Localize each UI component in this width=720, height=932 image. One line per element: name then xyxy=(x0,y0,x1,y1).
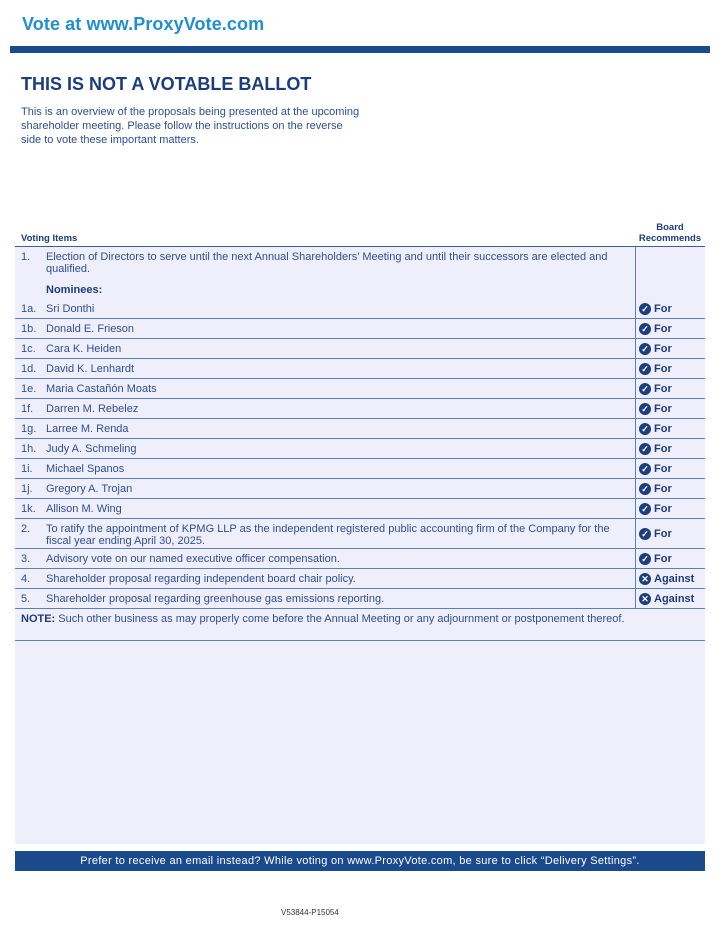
recommendation-cell xyxy=(635,379,705,398)
item-number: 1h. xyxy=(21,443,37,455)
recommendation-cell xyxy=(635,419,705,438)
item-text: To ratify the appointment of KPMG LLP as the independent registered public accounting firm of the Company for the fiscal year ending April 30, 2025. xyxy=(46,523,610,547)
recommendation-label: For xyxy=(654,462,672,475)
x-circle-icon: ✕ xyxy=(639,593,651,605)
table-row xyxy=(15,339,705,359)
checkmark-icon: ✓ xyxy=(639,553,651,565)
recommendation-cell xyxy=(635,499,705,518)
recommendation-label: For xyxy=(654,302,672,315)
table-row xyxy=(15,569,705,589)
checkmark-icon: ✓ xyxy=(639,403,651,415)
table-row xyxy=(15,499,705,519)
recommendation-cell xyxy=(635,359,705,378)
item-number: 1c. xyxy=(21,343,36,355)
recommendation-cell xyxy=(635,339,705,358)
table-row xyxy=(15,439,705,459)
item-text: Election of Directors to serve until the next Annual Shareholders’ Meeting and until their successors are elected and qualified. xyxy=(46,251,608,275)
table-row xyxy=(15,549,705,569)
checkmark-icon: ✓ xyxy=(639,463,651,475)
item-number: 1. xyxy=(21,251,31,263)
recommendation-cell xyxy=(635,247,705,299)
note-label: NOTE: xyxy=(21,613,56,625)
recommendation-cell xyxy=(635,479,705,498)
document-code: V53844-P15054 xyxy=(281,908,339,917)
item-number: 1e. xyxy=(21,383,37,395)
ballot-table xyxy=(15,246,705,844)
item-text: Larree M. Renda xyxy=(46,423,129,435)
recommendation-cell xyxy=(635,589,705,608)
note-text xyxy=(21,613,631,625)
item-number: 1g. xyxy=(21,423,37,435)
checkmark-icon: ✓ xyxy=(639,483,651,495)
recommendation-cell xyxy=(635,569,705,588)
recommendation-cell xyxy=(635,439,705,458)
table-row xyxy=(15,319,705,339)
table-row xyxy=(15,419,705,439)
checkmark-icon: ✓ xyxy=(639,443,651,455)
checkmark-icon: ✓ xyxy=(639,343,651,355)
checkmark-icon: ✓ xyxy=(639,383,651,395)
recommendation-label: For xyxy=(654,552,672,565)
item-number: 4. xyxy=(21,573,31,585)
proposal-1-row xyxy=(15,247,705,299)
recommendation-label: For xyxy=(654,402,672,415)
nominees-label: Nominees: xyxy=(46,284,103,296)
item-number: 1j. xyxy=(21,483,33,495)
note-body: Such other business as may properly come before the Annual Meeting or any adjournment or postponement thereof. xyxy=(58,613,625,625)
recommendation-label: For xyxy=(654,527,672,540)
recommendation-label: For xyxy=(654,362,672,375)
table-row xyxy=(15,379,705,399)
note-row xyxy=(15,609,705,641)
checkmark-icon: ✓ xyxy=(639,503,651,515)
recommendation-label: For xyxy=(654,342,672,355)
checkmark-icon: ✓ xyxy=(639,528,651,540)
item-text: Judy A. Schmeling xyxy=(46,443,137,455)
recommendation-cell xyxy=(635,399,705,418)
table-row xyxy=(15,299,705,319)
item-number: 1i. xyxy=(21,463,33,475)
recommendation-label: For xyxy=(654,502,672,515)
item-number: 2. xyxy=(21,523,31,535)
recommendation-label: For xyxy=(654,382,672,395)
checkmark-icon: ✓ xyxy=(639,363,651,375)
item-text: Sri Donthi xyxy=(46,303,95,315)
table-row xyxy=(15,519,705,549)
recommendation-label: For xyxy=(654,422,672,435)
proxyvote-link[interactable]: Vote at www.ProxyVote.com xyxy=(22,14,265,34)
item-text: Advisory vote on our named executive officer compensation. xyxy=(46,553,340,565)
table-row xyxy=(15,459,705,479)
item-number: 1d. xyxy=(21,363,37,375)
item-number: 1a. xyxy=(21,303,37,315)
item-number: 1k. xyxy=(21,503,36,515)
item-text: Gregory A. Trojan xyxy=(46,483,133,495)
checkmark-icon: ✓ xyxy=(639,423,651,435)
recommendation-label: Against xyxy=(654,572,695,585)
email-delivery-banner: Prefer to receive an email instead? While voting on www.ProxyVote.com, be sure to click “Delivery Settings”. xyxy=(15,851,705,871)
table-row xyxy=(15,589,705,609)
item-text: Cara K. Heiden xyxy=(46,343,122,355)
recommendation-label: For xyxy=(654,322,672,335)
item-text: Darren M. Rebelez xyxy=(46,403,139,415)
item-number: 1b. xyxy=(21,323,37,335)
recommendation-label: Against xyxy=(654,592,695,605)
checkmark-icon: ✓ xyxy=(639,323,651,335)
item-number: 1f. xyxy=(21,403,34,415)
item-text: Shareholder proposal regarding independent board chair policy. xyxy=(46,573,356,585)
recommendation-label: For xyxy=(654,442,672,455)
item-text: Allison M. Wing xyxy=(46,503,122,515)
checkmark-icon: ✓ xyxy=(639,303,651,315)
item-text: Michael Spanos xyxy=(46,463,125,475)
board-recommends-header: Board Recommends xyxy=(638,222,702,244)
recommendation-cell xyxy=(635,459,705,478)
recommendation-cell xyxy=(635,319,705,338)
item-text: David K. Lenhardt xyxy=(46,363,135,375)
header-divider xyxy=(10,46,710,53)
item-number: 3. xyxy=(21,553,31,565)
item-text: Maria Castañón Moats xyxy=(46,383,157,395)
page-title: THIS IS NOT A VOTABLE BALLOT xyxy=(21,74,312,94)
voting-items-header: Voting Items xyxy=(21,233,78,244)
recommendation-cell xyxy=(635,299,705,318)
table-row xyxy=(15,359,705,379)
recommendation-cell xyxy=(635,549,705,568)
item-number: 5. xyxy=(21,593,31,605)
item-text: Donald E. Frieson xyxy=(46,323,135,335)
item-text: Shareholder proposal regarding greenhouse gas emissions reporting. xyxy=(46,593,385,605)
recommendation-label: For xyxy=(654,482,672,495)
x-circle-icon: ✕ xyxy=(639,573,651,585)
intro-text: This is an overview of the proposals being presented at the upcoming shareholder meeting. Please follow the instructions on the reverse side to vote these important matters. xyxy=(21,106,360,146)
recommendation-cell xyxy=(635,519,705,548)
table-row xyxy=(15,399,705,419)
table-row xyxy=(15,479,705,499)
